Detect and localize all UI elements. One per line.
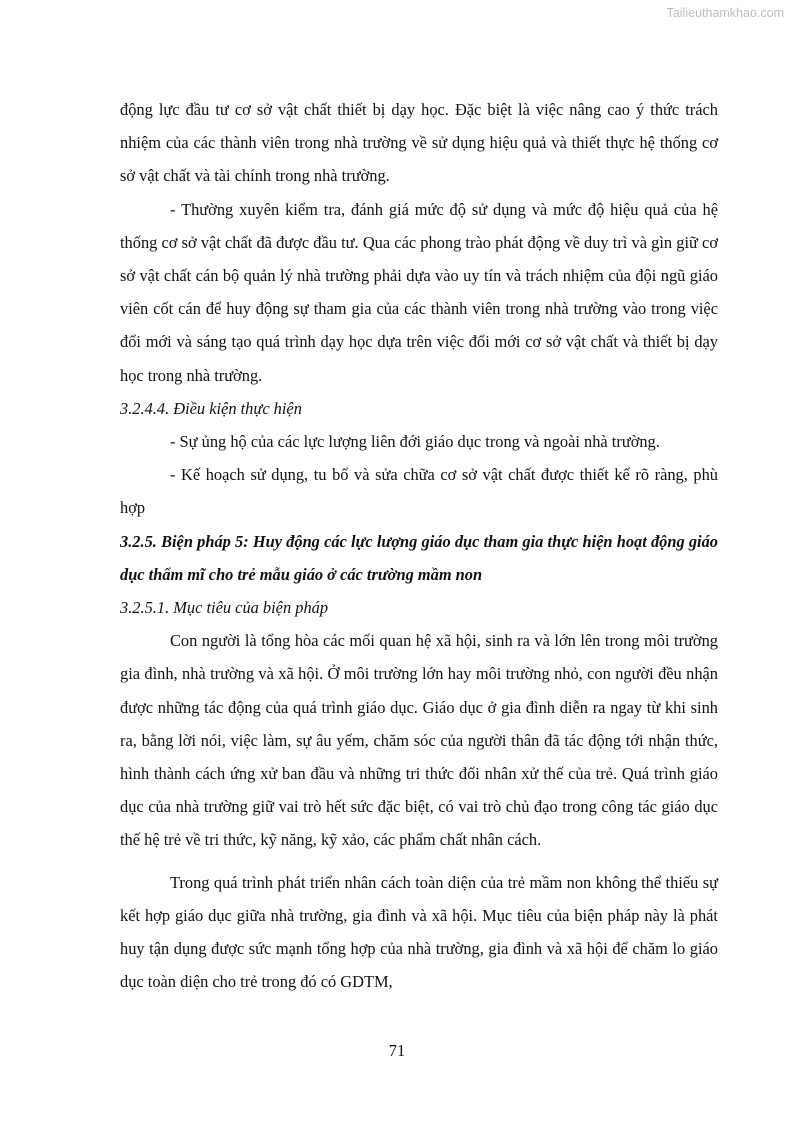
paragraph-gap [120,857,718,866]
watermark: Tailieuthamkhao.com [666,6,784,20]
paragraph-3: - Sự ủng hộ của các lực lượng liên đới giáo dục trong và ngoài nhà trường. [170,432,660,452]
page-body [120,93,718,998]
paragraph-4: - Kế hoạch sử dụng, tu bổ và sửa chữa cơ sở vật chất được thiết kế rõ ràng, phù hợp [120,465,718,518]
paragraph-2: - Thường xuyên kiểm tra, đánh giá mức độ sử dụng và mức độ hiệu quả của hệ thống cơ sở vật chất đã được đầu tư. Qua các phong trào phát động về duy trì và gìn giữ cơ sở vật chất cán bộ quản lý nhà trường phải dựa vào uy tín và trách nhiệm của đội ngũ giáo viên cốt cán để huy động sự tham gia của các thành viên trong nhà trường vào trong việc đổi mới và sáng tạo quá trình dạy học dựa trên việc đổi mới cơ sở vật chất và thiết bị dạy học trong nhà trường. [120,199,718,385]
heading-3-2-4-4: 3.2.4.4. Điều kiện thực hiện [120,398,302,418]
heading-3-2-5-1: 3.2.5.1. Mục tiêu của biện pháp [120,598,329,618]
page-number: 71 [388,1041,406,1060]
paragraph-5: Con người là tổng hòa các mối quan hệ xã hội, sinh ra và lớn lên trong môi trường gia đình, nhà trường và xã hội. Ở môi trường lớn hay môi trường nhỏ, con người đều nhận được những tác động của quá trình giáo dục. Giáo dục ở gia đình diễn ra ngay từ khi sinh ra, bằng lời nói, việc làm, sự âu yếm, chăm sóc của người thân đã tác động tới nhận thức, hình thành cách ứng xử ban đầu và những tri thức đối nhân xử thế của trẻ. Quá trình giáo dục của nhà trường giữ vai trò hết sức đặc biệt, có vai trò chủ đạo trong công tác giáo dục thế hệ trẻ về tri thức, kỹ năng, kỹ xảo, các phẩm chất nhân cách. [120,631,718,850]
paragraph-1: động lực đầu tư cơ sở vật chất thiết bị dạy học. Đặc biệt là việc nâng cao ý thức trách nhiệm của các thành viên trong nhà trường về sử dụng hiệu quả và thiết thực hệ thống cơ sở vật chất và tài chính trong nhà trường. [120,100,718,186]
paragraph-6: Trong quá trình phát triển nhân cách toàn diện của trẻ mầm non không thể thiếu sự kết hợp giáo dục giữa nhà trường, gia đình và xã hội. Mục tiêu của biện pháp này là phát huy tận dụng được sức mạnh tổng hợp của nhà trường, gia đình và xã hội để chăm lo giáo dục toàn diện cho trẻ trong đó có GDTM, [120,872,718,992]
heading-3-2-5: 3.2.5. Biện pháp 5: Huy động các lực lượng giáo dục tham gia thực hiện hoạt động giáo dục thẩm mĩ cho trẻ mẫu giáo ở các trường mầm non [120,531,718,584]
